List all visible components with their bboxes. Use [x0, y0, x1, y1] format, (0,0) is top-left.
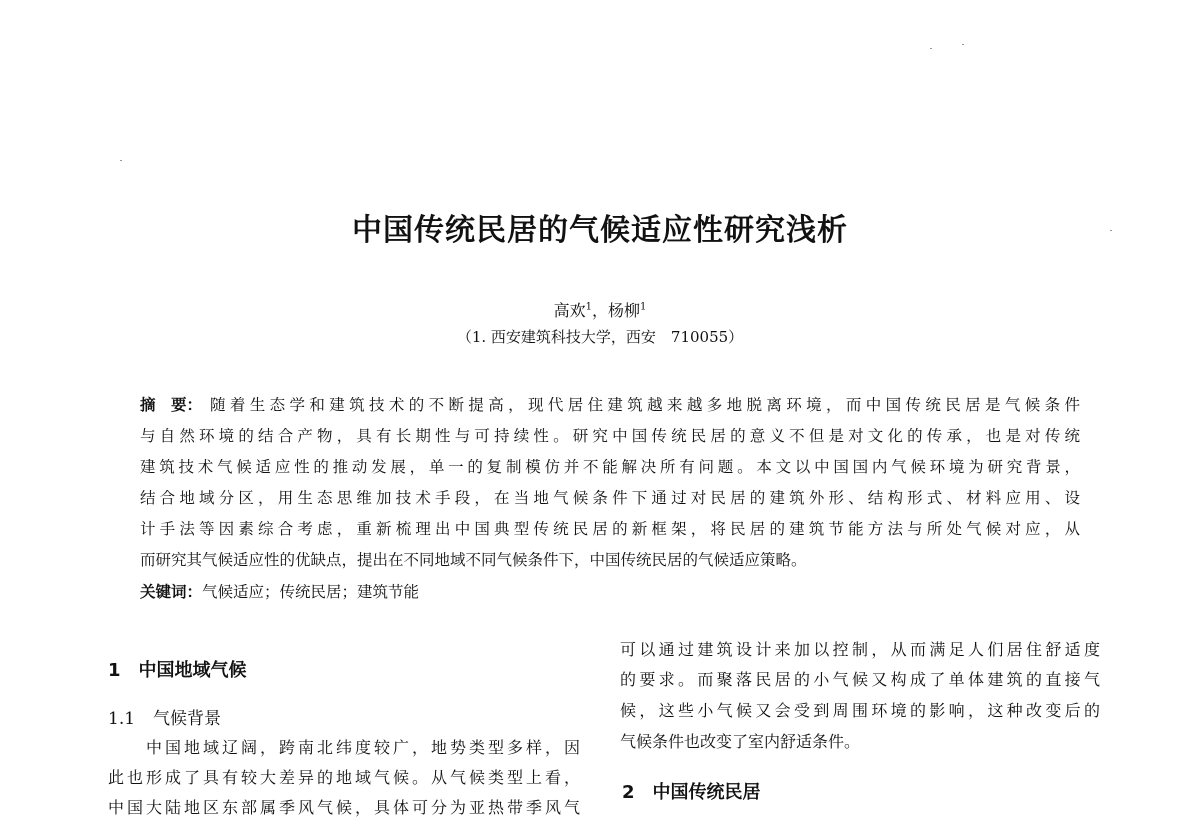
author-name: 杨柳 — [608, 301, 641, 320]
body-line: 气候条件也改变了室内舒适条件。 — [620, 732, 861, 751]
abstract-label: 摘 要： — [140, 396, 203, 414]
scan-speck — [120, 160, 122, 161]
authors — [0, 298, 1200, 321]
abstract-line: 而研究其气候适应性的优缺点，提出在不同地域不同气候条件下，中国传统民居的气候适应策略。 — [140, 551, 807, 569]
section-title: 中国地域气候 — [138, 660, 247, 681]
section-title: 中国传统民居 — [652, 782, 761, 803]
author-affiliation-mark: 1 — [640, 301, 647, 313]
abstract-line: 计手法等因素综合考虑，重新梳理出中国典型传统民居的新框架，将民居的建筑节能方法与所处气候对应，从 — [140, 520, 1080, 538]
abstract-line: 随着生态学和建筑技术的不断提高，现代居住建筑越来越多地脱离环境，而中国传统民居是气候条件 — [210, 396, 1080, 414]
section-number: 1.1 — [108, 709, 136, 729]
body-line: 可以通过建筑设计来加以控制，从而满足人们居住舒适度 — [620, 640, 1100, 659]
scan-speck — [962, 44, 964, 45]
section-heading-1 — [108, 656, 247, 682]
body-line: 中国大陆地区东部属季风气候，具体可分为亚热带季风气 — [108, 798, 580, 817]
keywords — [140, 580, 419, 602]
section-title: 气候背景 — [153, 709, 222, 729]
body-line: 中国地域辽阔，跨南北纬度较广，地势类型多样，因 — [108, 738, 580, 757]
abstract-line: 建筑技术气候适应性的推动发展，单一的复制模仿并不能解决所有问题。本文以中国国内气候环境为研究背景， — [140, 458, 1080, 476]
body-line: 此也形成了具有较大差异的地域气候。从气候类型上看， — [108, 768, 580, 787]
section-number: 2 — [622, 782, 635, 803]
section-heading-2 — [622, 778, 761, 804]
keywords-text: 气候适应；传统民居；建筑节能 — [202, 583, 420, 601]
paper-title: 中国传统民居的气候适应性研究浅析 — [352, 213, 848, 248]
author-name: 高欢 — [553, 301, 586, 320]
body-line: 候，这些小气候又会受到周围环境的影响，这种改变后的 — [620, 701, 1100, 720]
affiliation: （1. 西安建筑科技大学，西安 710055） — [456, 328, 744, 346]
section-heading-1-1 — [108, 704, 221, 729]
abstract-line: 与自然环境的结合产物，具有长期性与可持续性。研究中国传统民居的意义不但是对文化的传承，也是对传统 — [140, 427, 1080, 445]
scan-speck — [1110, 230, 1112, 231]
body-line: 的要求。而聚落民居的小气候又构成了单体建筑的直接气 — [620, 670, 1100, 689]
keywords-label: 关键词： — [140, 583, 203, 601]
author-affiliation-mark: 1 — [585, 301, 592, 313]
section-number: 1 — [108, 660, 121, 681]
scan-speck — [930, 48, 932, 49]
author-separator: ， — [591, 301, 608, 320]
abstract-line: 结合地域分区，用生态思维加技术手段，在当地气候条件下通过对民居的建筑外形、结构形式、材料应用、设 — [140, 489, 1080, 507]
